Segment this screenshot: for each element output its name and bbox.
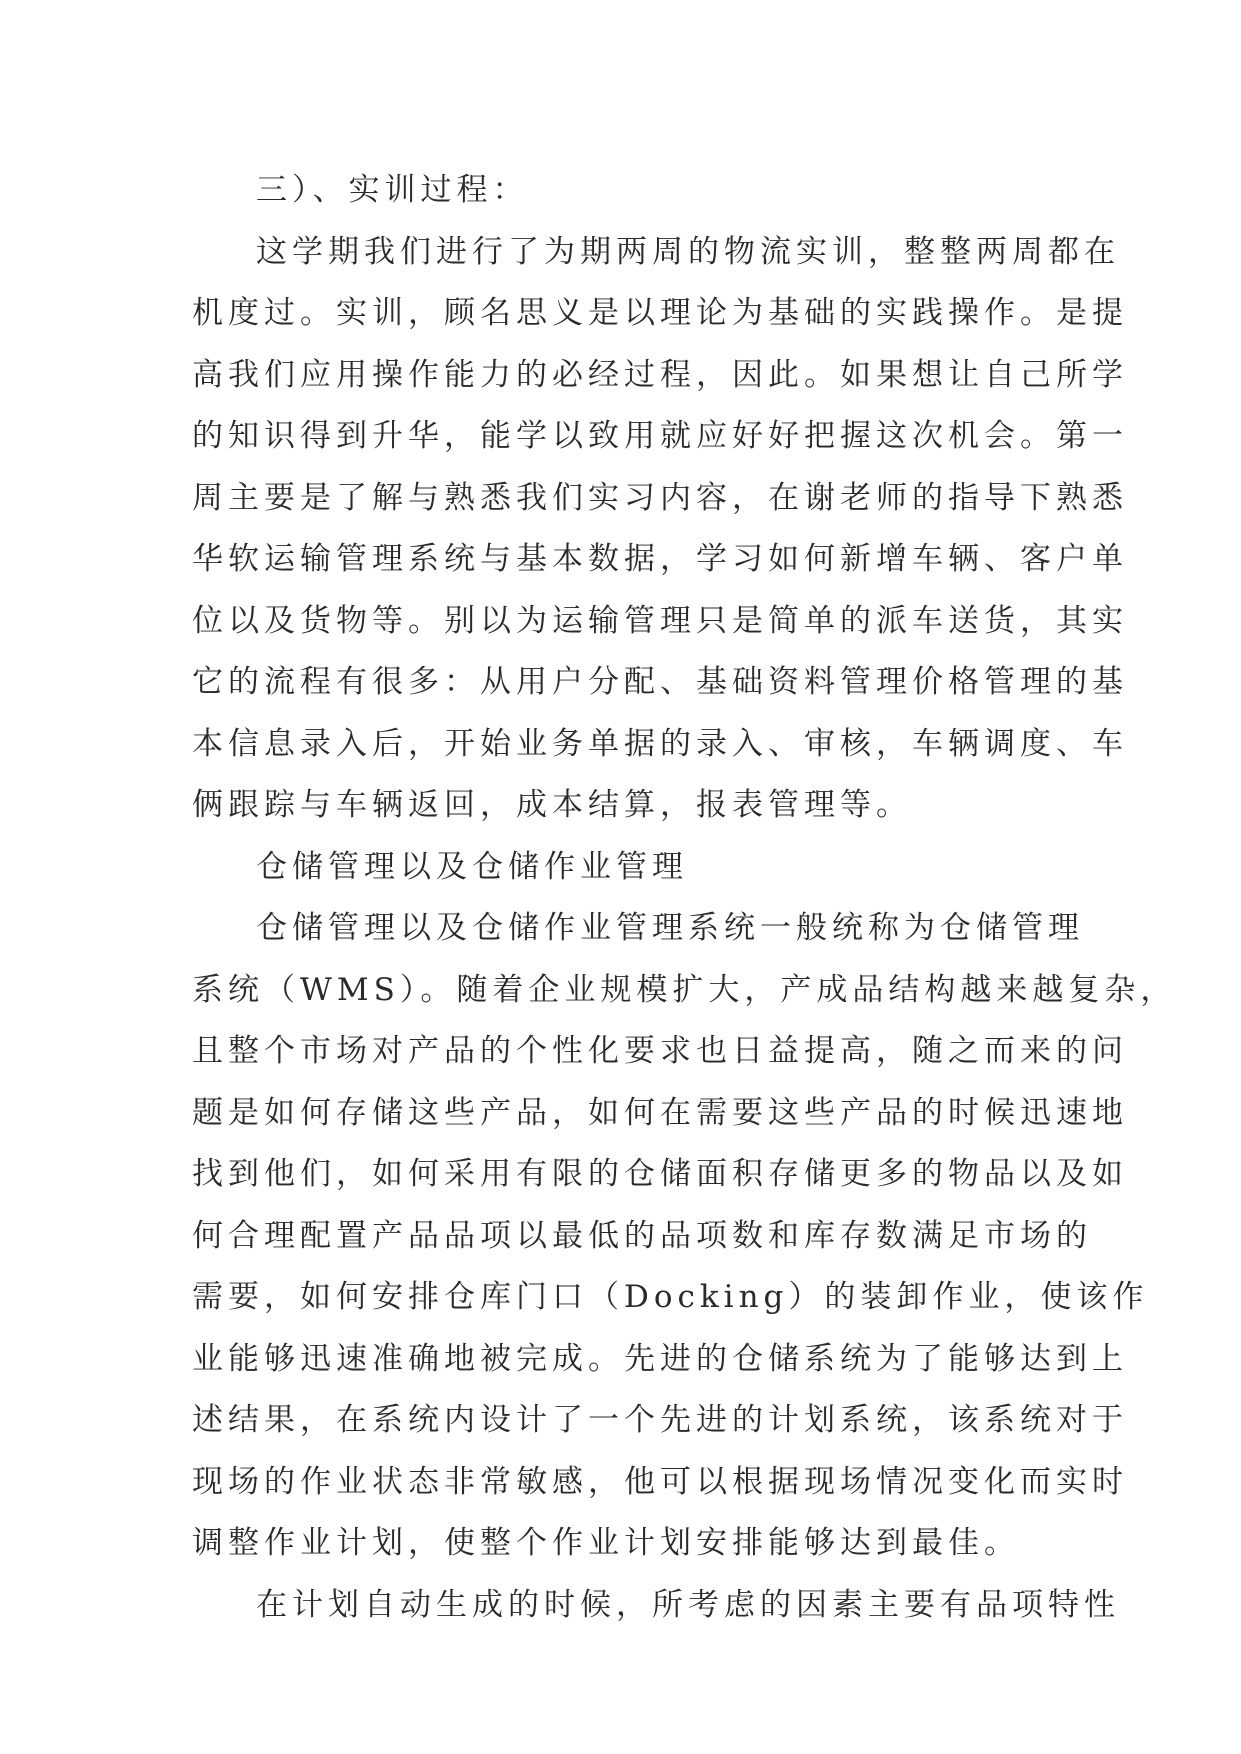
text-line: 本信息录入后，开始业务单据的录入、审核，车辆调度、车 xyxy=(192,725,1128,762)
text-line: 现场的作业状态非常敏感，他可以根据现场情况变化而实时 xyxy=(192,1463,1128,1500)
text-line: 需要，如何安排仓库门口（Docking）的装卸作业，使该作 xyxy=(192,1279,1149,1315)
text-line: 述结果，在系统内设计了一个先进的计划系统，该系统对于 xyxy=(192,1402,1128,1438)
text-line: 机度过。实训，顾名思义是以理论为基础的实践操作。是提 xyxy=(192,295,1128,331)
text-line: 的知识得到升华，能学以致用就应好好把握这次机会。第一 xyxy=(192,418,1128,454)
text-line: 周主要是了解与熟悉我们实习内容，在谢老师的指导下熟悉 xyxy=(192,479,1128,516)
text-line: 仓储管理以及仓储作业管理系统一般统称为仓储管理 xyxy=(256,910,1084,946)
text-line: 这学期我们进行了为期两周的物流实训，整整两周都在 xyxy=(256,233,1120,270)
text-line: 位以及货物等。别以为运输管理只是简单的派车送货，其实 xyxy=(192,602,1128,639)
text-line: 题是如何存储这些产品，如何在需要这些产品的时候迅速地 xyxy=(192,1094,1128,1131)
text-line: 仓储管理以及仓储作业管理 xyxy=(256,848,688,885)
text-line: 找到他们，如何采用有限的仓储面积存储更多的物品以及如 xyxy=(192,1156,1128,1192)
text-line: 三）、实训过程： xyxy=(256,172,529,208)
text-line: 俩跟踪与车辆返回，成本结算，报表管理等。 xyxy=(192,787,912,823)
text-line: 在计划自动生成的时候，所考虑的因素主要有品项特性 xyxy=(256,1586,1120,1623)
text-line: 华软运输管理系统与基本数据，学习如何新增车辆、客户单 xyxy=(192,541,1128,577)
text-line: 调整作业计划，使整个作业计划安排能够达到最佳。 xyxy=(192,1525,1020,1561)
text-line: 业能够迅速准确地被完成。先进的仓储系统为了能够达到上 xyxy=(192,1340,1128,1377)
text-line: 系统（WMS）。随着企业规模扩大，产成品结构越来越复杂， xyxy=(192,971,1177,1008)
text-line: 何合理配置产品品项以最低的品项数和库存数满足市场的 xyxy=(192,1217,1092,1254)
text-line: 且整个市场对产品的个性化要求也日益提高，随之而来的问 xyxy=(192,1033,1128,1069)
text-line: 它的流程有很多：从用户分配、基础资料管理价格管理的基 xyxy=(192,664,1128,700)
document-body xyxy=(192,160,1177,1636)
text-line: 高我们应用操作能力的必经过程，因此。如果想让自己所学 xyxy=(192,356,1128,393)
